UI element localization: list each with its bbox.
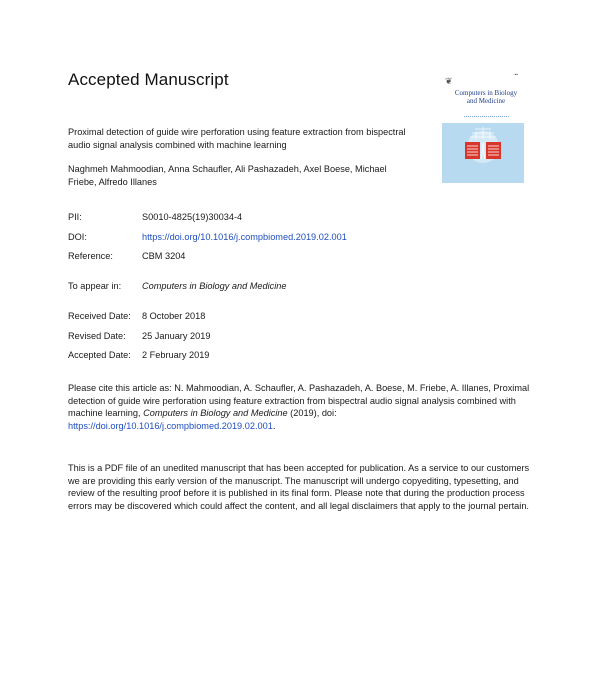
- citation-year: (2019), doi:: [287, 408, 337, 419]
- doi-link[interactable]: https://doi.org/10.1016/j.compbiomed.2019.02.001: [142, 232, 347, 242]
- cover-journal-name: Computers in Biology and Medicine: [454, 89, 518, 105]
- article-title: Proximal detection of guide wire perforation using feature extraction from bispectral audio signal analysis combined with machine learning: [68, 127, 406, 150]
- doi-label: DOI:: [68, 232, 87, 242]
- citation-journal: Computers in Biology and Medicine: [143, 408, 288, 419]
- elsevier-logo-icon: ❦: [445, 77, 453, 87]
- received-value: 8 October 2018: [142, 311, 206, 321]
- cover-artwork: [442, 123, 524, 183]
- accepted-value: 2 February 2019: [142, 350, 210, 360]
- appear-label: To appear in:: [68, 281, 122, 291]
- revised-label: Revised Date:: [68, 331, 126, 341]
- citation-paragraph: [68, 382, 538, 433]
- author-list: Naghmeh Mahmoodian, Anna Schaufler, Ali Pashazadeh, Axel Boese, Michael Friebe, Alfredo Illanes: [68, 164, 387, 187]
- accepted-label: Accepted Date:: [68, 350, 131, 360]
- corner-mark-icon: ▪▪: [514, 72, 518, 78]
- cover-header: [442, 71, 524, 123]
- appear-value: Computers in Biology and Medicine: [142, 281, 287, 291]
- citation-text: Please cite this article as: N. Mahmoodian, A. Schaufler, A. Pashazadeh, A. Boese, M. Friebe, A. Illanes, Proximal detection of guide wire perforation using feature extraction from bispectral audio signal analysis combined with machine learning,: [68, 383, 530, 419]
- received-label: Received Date:: [68, 311, 131, 321]
- reference-value: CBM 3204: [142, 251, 186, 261]
- pii-value: S0010-4825(19)30034-4: [142, 212, 243, 222]
- citation-end: .: [272, 421, 276, 432]
- cover-divider: [464, 116, 509, 117]
- revised-value: 25 January 2019: [142, 331, 211, 341]
- cover-graphic-icon: [442, 123, 524, 183]
- journal-cover-thumbnail: [442, 71, 524, 183]
- pii-label: PII:: [68, 212, 82, 222]
- citation-doi-link[interactable]: https://doi.org/10.1016/j.compbiomed.2019.02.001: [68, 421, 273, 432]
- reference-label: Reference:: [68, 251, 113, 261]
- manuscript-notice: This is a PDF file of an unedited manuscript that has been accepted for publication. As a service to our customers we are providing this early version of the manuscript. The manuscript will undergo copyediting, typesetting, and review of the resulting proof before it is published in its final form. Please note that during the production process errors may be discovered which could affect the content, and all legal disclaimers that apply to the journal pertain.: [68, 463, 530, 512]
- page-title: Accepted Manuscript: [68, 70, 229, 89]
